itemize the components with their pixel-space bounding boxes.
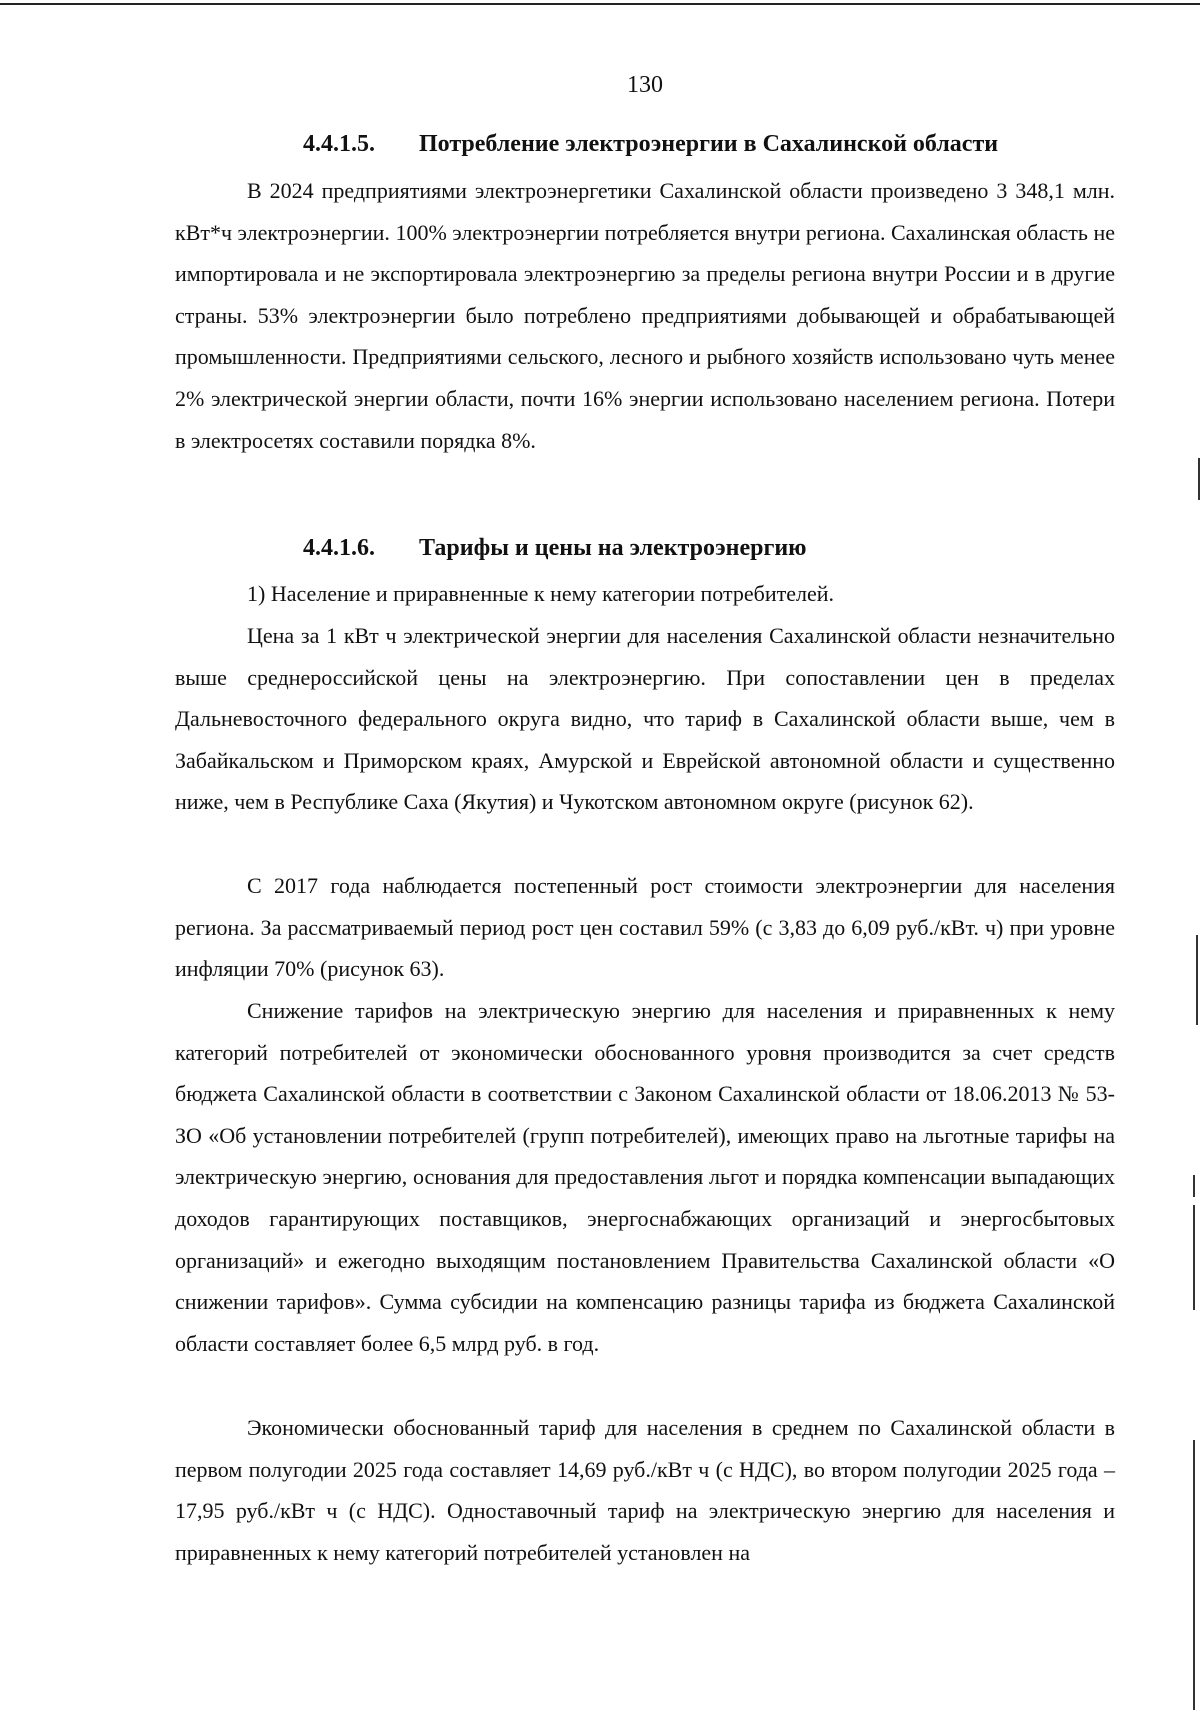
- section-number: 4.4.1.5.: [303, 131, 375, 157]
- page-number: 130: [627, 72, 663, 98]
- scan-edge-mark: [1193, 1175, 1195, 1197]
- section-title: Потребление электроэнергии в Сахалинской области: [419, 131, 999, 157]
- paragraph-price-growth: С 2017 года наблюдается постепенный рост стоимости электроэнергии для населения региона. За рассматриваемый период рост цен составил 59% (с 3,83 до 6,09 руб./кВт. ч) при уровне инфляции 70% (рисунок 63).: [175, 873, 1115, 982]
- paragraph-economic-tariff: Экономически обоснованный тариф для населения в среднем по Сахалинской области в первом полугодии 2025 года составляет 14,69 руб./кВт ч (с НДС), во втором полугодии 2025 года – 17,95 руб./кВт ч (с НДС). Одноставочный тариф на электрическую энергию для населения и приравненных к нему категорий потребителей установлен на: [175, 1415, 1115, 1565]
- paragraph-price-comparison: Цена за 1 кВт ч электрической энергии для населения Сахалинской области незначительно выше среднероссийской цены на электроэнергию. При сопоставлении цен в пределах Дальневосточного федерального округа видно, что тариф в Сахалинской области выше, чем в Забайкальском и Приморском краях, Амурской и Еврейской автономной области и существенно ниже, чем в Республике Саха (Якутия) и Чукотском автономном округе (рисунок 62).: [175, 623, 1115, 815]
- paragraph-population-category: 1) Население и приравненные к нему категории потребителей.: [247, 581, 835, 606]
- section-number: 4.4.1.6.: [303, 535, 375, 561]
- paragraph-consumption: В 2024 предприятиями электроэнергетики Сахалинской области произведено 3 348,1 млн. кВт*ч электроэнергии. 100% электроэнергии потребляется внутри региона. Сахалинская область не импортировала и не экспортировала электроэнергию за пределы региона внутри России и в другие страны. 53% электроэнергии было потреблено предприятиями добывающей и обрабатывающей промышленности. Предприятиями сельского, лесного и рыбного хозяйств использовано чуть менее 2% электрической энергии области, почти 16% энергии использовано населением региона. Потери в электросетях составили порядка 8%.: [175, 178, 1115, 453]
- scan-edge-mark: [1196, 935, 1198, 1025]
- scan-edge-mark: [1193, 1440, 1195, 1710]
- paragraph-tariff-subsidy: Снижение тарифов на электрическую энергию для населения и приравненных к нему категорий потребителей от экономически обоснованного уровня производится за счет средств бюджета Сахалинской области в соответствии с Законом Сахалинской области от 18.06.2013 № 53-ЗО «Об установлении потребителей (групп потребителей), имеющих право на льготные тарифы на электрическую энергию, основания для предоставления льгот и порядка компенсации выпадающих доходов гарантирующих поставщиков, энергоснабжающих организаций и энергосбытовых организаций» и ежегодно выходящим постановлением Правительства Сахалинской области «О снижении тарифов». Сумма субсидии на компенсацию разницы тарифа из бюджета Сахалинской области составляет более 6,5 млрд руб. в год.: [175, 998, 1115, 1356]
- section-heading-consumption: [303, 131, 998, 158]
- scan-edge-mark: [1193, 1205, 1195, 1310]
- top-edge-line: [0, 3, 1200, 5]
- section-heading-tariffs: [303, 535, 807, 562]
- section-title: Тарифы и цены на электроэнергию: [419, 535, 807, 561]
